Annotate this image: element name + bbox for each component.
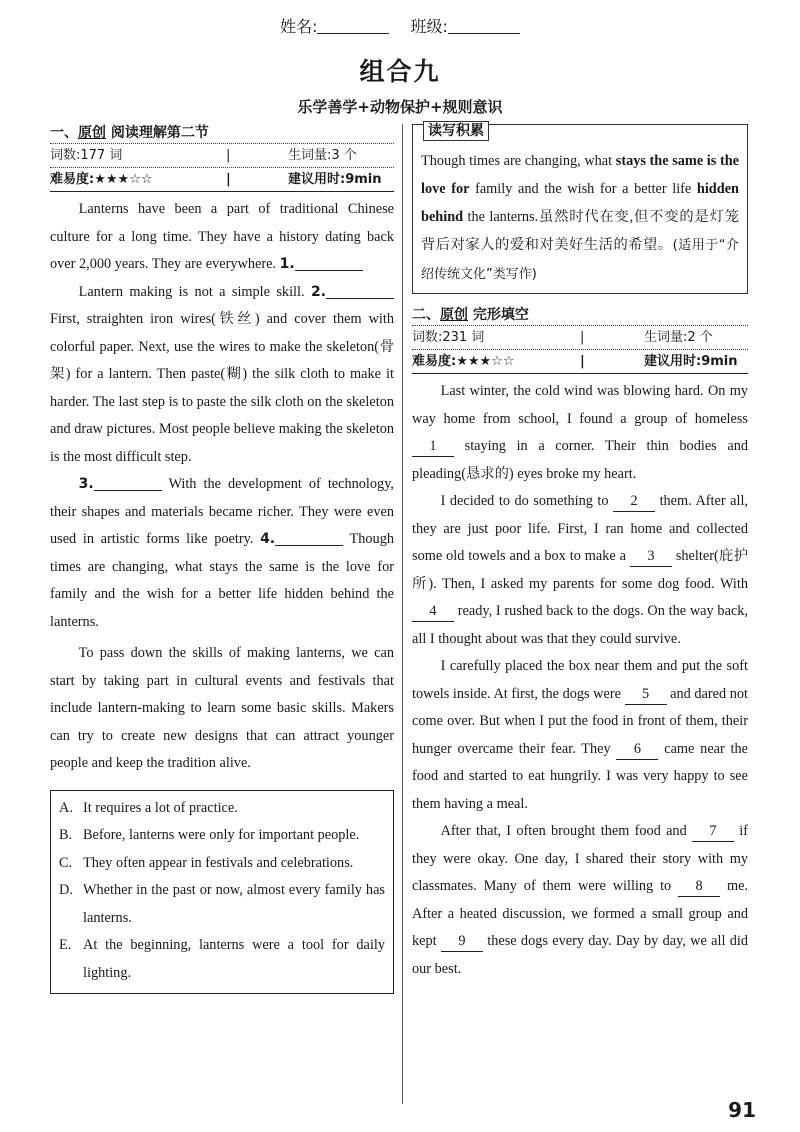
page-title: 组合九 bbox=[359, 57, 441, 86]
cloze-blank-1[interactable]: 1 bbox=[412, 436, 454, 457]
column-divider bbox=[402, 124, 403, 1104]
class-label: 班级: bbox=[410, 17, 448, 36]
option-c[interactable]: C. They often appear in festivals and celebrations. bbox=[59, 854, 354, 871]
box-note: (适用于“介绍传统文化”类写作) bbox=[421, 238, 739, 282]
answer-blank-1[interactable] bbox=[295, 255, 363, 271]
reading-section bbox=[50, 122, 394, 994]
reading-writing-accumulation-box bbox=[412, 124, 748, 294]
cloze-blank-3[interactable]: 3 bbox=[630, 546, 672, 567]
cloze-paragraph-1: Last winter, the cold wind was blowing hard. On my way home from school, I found a group of homeless 1 staying in a corner. Their thin bodies and pleading(恳求的) eyes broke my heart. bbox=[412, 383, 749, 482]
cloze-blank-6[interactable]: 6 bbox=[616, 739, 658, 760]
cloze-blank-9[interactable]: 9 bbox=[441, 931, 483, 952]
cloze-blank-2[interactable]: 2 bbox=[613, 491, 655, 512]
difficulty-rating: 难易度:★★★☆☆ bbox=[50, 172, 153, 187]
blank-4-number: 4. bbox=[260, 531, 276, 547]
name-label: 姓名: bbox=[280, 17, 318, 36]
reading-paragraph-1: Lanterns have been a part of traditional Chinese culture for a long time. They have a history dating back over 2,000 years. They are everywhere. 1. bbox=[50, 201, 394, 272]
cloze-blank-4[interactable]: 4 bbox=[412, 601, 454, 622]
answer-blank-3[interactable] bbox=[94, 475, 162, 491]
option-e[interactable]: E. At the beginning, lanterns were a tool for daily lighting. bbox=[59, 937, 385, 981]
reading-paragraph-3: 3. With the development of technology, their shapes and materials became richer. They were even used in artistic forms like poetry. 4. Though times are changing, what stays the same is the love for family and the wish for a better life hidden behind the lanterns. bbox=[50, 476, 394, 630]
answer-blank-2[interactable] bbox=[326, 283, 394, 299]
right-column bbox=[412, 122, 748, 983]
cloze-paragraph-2: I decided to do something to 2 them. After all, they are just poor life. First, I ran home and collected some old towels and a box to make a 3 shelter(庇护所). Then, I asked my parents for some dog food. With 4 ready, I rushed back to the dogs. On the way back, all I thought about was that they could survive. bbox=[412, 493, 748, 647]
option-a[interactable]: A. It requires a lot of practice. bbox=[59, 799, 238, 816]
reading-section-name: 阅读理解第二节 bbox=[110, 125, 209, 141]
reading-meta-row-2: 难易度:★★★☆☆ | 建议用时:9min bbox=[50, 168, 394, 192]
page-subtitle: 乐学善学+动物保护+规则意识 bbox=[297, 98, 503, 116]
difficulty-rating: 难易度:★★★☆☆ bbox=[412, 354, 515, 369]
new-words-count: 生词量:2 个 bbox=[644, 330, 713, 345]
option-b[interactable]: B. Before, lanterns were only for important people. bbox=[59, 827, 360, 843]
reading-paragraph-2: Lantern making is not a simple skill. 2. First, straighten iron wires(铁丝) and cover them with colorful paper. Next, use the wires to make the skeleton(骨架) for a lantern. Then paste(糊) the silk cloth to make it harder. The last step is to paste the silk cloth on the skeleton and draw pictures. Most people believe making the skeleton is the most difficult step. bbox=[50, 283, 394, 465]
cloze-meta-row-1: 词数:231 词 | 生词量:2 个 bbox=[412, 326, 748, 350]
suggested-time: 建议用时:9min bbox=[644, 354, 738, 369]
student-info-header bbox=[0, 14, 800, 37]
blank-3-number: 3. bbox=[78, 476, 94, 492]
reading-section-title: 一、原创 阅读理解第二节 bbox=[50, 122, 394, 144]
cloze-blank-7[interactable]: 7 bbox=[692, 821, 734, 842]
cloze-section-name: 完形填空 bbox=[472, 307, 529, 323]
word-count: 词数:177 词 bbox=[50, 148, 123, 163]
reading-meta-row-1: 词数:177 词 | 生词量:3 个 bbox=[50, 144, 394, 168]
cloze-paragraph-4: After that, I often brought them food and 7 if they were okay. One day, I shared their story with my classmates. Many of them were willing to 8 me. After a heated discussion, we formed a small group and kept 9 these dogs every day. Day by day, we all did our best. bbox=[412, 823, 749, 977]
cloze-meta-row-2: 难易度:★★★☆☆ | 建议用时:9min bbox=[412, 350, 748, 374]
suggested-time: 建议用时:9min bbox=[288, 172, 382, 187]
new-words-count: 生词量:3 个 bbox=[288, 148, 357, 163]
box-label: 读写积累 bbox=[423, 121, 489, 141]
blank-2-number: 2. bbox=[310, 283, 327, 300]
original-tag: 原创 bbox=[440, 307, 468, 323]
cloze-paragraph-3: I carefully placed the box near them and put the soft towels inside. At first, the dogs were 5 and dared not come over. But when I put the food in front of them, their hunger overcame their fear. They 6 came near the food and started to eat hungrily. I was very happy to see them having a meal. bbox=[412, 658, 749, 812]
page-number: 91 bbox=[728, 1098, 756, 1122]
class-blank[interactable] bbox=[448, 33, 520, 34]
reading-paragraph-4: To pass down the skills of making lanterns, we can start by taking part in cultural events and festivals that include lantern-making to learn some basic skills. Makers can try to create new designs that can attract younger people and keep the tradition alive. bbox=[50, 645, 394, 771]
original-tag: 原创 bbox=[78, 125, 106, 141]
cloze-blank-5[interactable]: 5 bbox=[625, 684, 667, 705]
cloze-section-title: 二、原创 完形填空 bbox=[412, 304, 748, 326]
cloze-blank-8[interactable]: 8 bbox=[678, 876, 720, 897]
cloze-section bbox=[412, 304, 748, 983]
blank-1-number: 1. bbox=[279, 256, 295, 272]
answer-blank-4[interactable] bbox=[275, 530, 343, 546]
options-box bbox=[50, 790, 394, 995]
word-count: 词数:231 词 bbox=[412, 330, 485, 345]
option-d[interactable]: D. Whether in the past or now, almost every family has lanterns. bbox=[59, 882, 385, 926]
box-text: Though times are changing, what stays the same is the love for family and the wish for a better life hidden behind the lanterns.虽然时代在变,但不变的是灯笼背后对家人的爱和对美好生活的希望。(适用于“介绍传统文化”类写作) bbox=[421, 153, 740, 282]
name-blank[interactable] bbox=[317, 33, 389, 34]
